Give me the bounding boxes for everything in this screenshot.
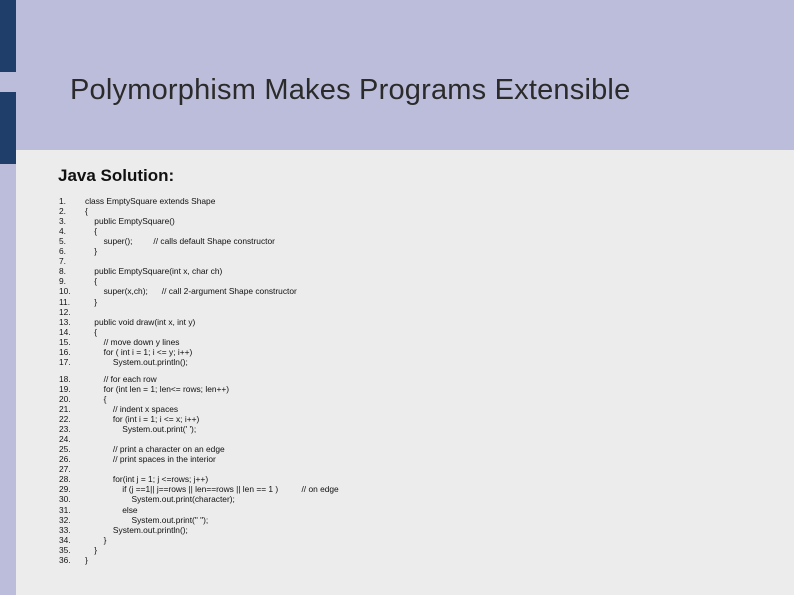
accent-bar-top (0, 0, 16, 72)
code-text: for (int len = 1; len<= rows; len++) (85, 383, 230, 394)
accent-bar-middle (0, 92, 16, 164)
code-line (0, 464, 794, 474)
line-number: 31. (59, 504, 71, 515)
code-text: public EmptySquare(int x, char ch) (85, 266, 223, 277)
code-text: // move down y lines (85, 336, 180, 347)
line-number: 27. (59, 464, 71, 475)
line-number: 24. (59, 434, 71, 445)
code-line (0, 444, 794, 454)
code-line (0, 434, 794, 444)
code-text: { (85, 226, 98, 237)
code-line (0, 515, 794, 525)
code-line (0, 545, 794, 555)
line-number: 20. (59, 393, 71, 404)
line-number: 4. (59, 226, 66, 237)
code-line (0, 494, 794, 504)
line-number: 15. (59, 336, 71, 347)
line-number: 28. (59, 474, 71, 485)
code-line (0, 276, 794, 286)
code-line (0, 384, 794, 394)
code-line (0, 535, 794, 545)
code-text: public EmptySquare() (85, 216, 175, 227)
line-number: 2. (59, 206, 66, 217)
code-line (0, 246, 794, 256)
slide-title: Polymorphism Makes Programs Extensible (70, 74, 631, 106)
code-text: class EmptySquare extends Shape (85, 196, 216, 206)
line-number: 34. (59, 534, 71, 545)
code-line (0, 555, 794, 565)
code-line (0, 474, 794, 484)
code-line (0, 484, 794, 494)
code-line (0, 454, 794, 464)
code-line (0, 256, 794, 266)
code-text: { (85, 276, 98, 287)
line-number: 5. (59, 236, 66, 247)
code-text: } (85, 544, 98, 555)
line-number: 16. (59, 346, 71, 357)
code-text: for ( int i = 1; i <= y; i++) (85, 346, 193, 357)
code-line (0, 266, 794, 276)
code-line (0, 357, 794, 367)
code-text: for (int i = 1; i <= x; i++) (85, 414, 200, 425)
code-text: { (85, 326, 98, 337)
code-line (0, 226, 794, 236)
code-line (0, 414, 794, 424)
code-text: System.out.print(" "); (85, 514, 209, 525)
line-number: 23. (59, 424, 71, 435)
code-line (0, 327, 794, 337)
code-text: } (85, 534, 107, 545)
line-number: 14. (59, 326, 71, 337)
code-line (0, 216, 794, 226)
code-text: if (j ==1|| j==rows || len==rows || len == 1 ) // on edge (85, 484, 339, 495)
code-text: // for each row (85, 373, 157, 384)
line-number: 29. (59, 484, 71, 495)
code-text: // print a character on an edge (85, 444, 225, 455)
code-text: } (85, 246, 98, 257)
code-line (0, 317, 794, 327)
code-text: } (85, 554, 88, 565)
line-number: 19. (59, 383, 71, 394)
code-line (0, 525, 794, 535)
line-number: 10. (59, 286, 71, 297)
line-number: 6. (59, 246, 66, 257)
code-line (0, 404, 794, 414)
slide-subtitle: Java Solution: (58, 166, 175, 185)
code-line (0, 394, 794, 404)
line-number: 3. (59, 216, 66, 227)
code-text: super(); // calls default Shape constructor (85, 236, 275, 247)
code-text: } (85, 296, 98, 307)
code-text: System.out.print(character); (85, 494, 235, 505)
code-text: { (85, 206, 88, 217)
line-number: 35. (59, 544, 71, 555)
code-text: System.out.println(); (85, 524, 188, 535)
code-line (0, 424, 794, 434)
line-number: 12. (59, 306, 71, 317)
line-number: 30. (59, 494, 71, 505)
code-text: { (85, 393, 107, 404)
line-number: 18. (59, 373, 71, 384)
code-text: // print spaces in the interior (85, 454, 216, 465)
code-text: super(x,ch); // call 2-argument Shape constructor (85, 286, 297, 297)
code-line (0, 347, 794, 357)
line-number: 1. (59, 196, 66, 206)
line-number: 33. (59, 524, 71, 535)
line-number: 8. (59, 266, 66, 277)
code-line (0, 307, 794, 317)
line-number: 7. (59, 256, 66, 267)
line-number: 17. (59, 356, 71, 367)
line-number: 21. (59, 404, 71, 414)
code-text: // indent x spaces (85, 404, 179, 414)
line-number: 9. (59, 276, 66, 287)
code-line (0, 236, 794, 246)
code-line (0, 286, 794, 296)
code-line (0, 297, 794, 307)
code-text: public void draw(int x, int y) (85, 316, 196, 327)
code-text: for(int j = 1; j <=rows; j++) (85, 474, 209, 485)
code-line (0, 505, 794, 515)
line-number: 26. (59, 454, 71, 465)
code-line (0, 206, 794, 216)
line-number: 25. (59, 444, 71, 455)
code-line (0, 196, 794, 206)
line-number: 13. (59, 316, 71, 327)
line-number: 36. (59, 554, 71, 565)
code-line (0, 337, 794, 347)
code-text: System.out.println(); (85, 356, 188, 367)
line-number: 22. (59, 414, 71, 425)
line-number: 32. (59, 514, 71, 525)
code-line (0, 374, 794, 384)
line-number: 11. (59, 296, 71, 307)
code-text: System.out.print(' '); (85, 424, 197, 435)
code-text: else (85, 504, 138, 515)
